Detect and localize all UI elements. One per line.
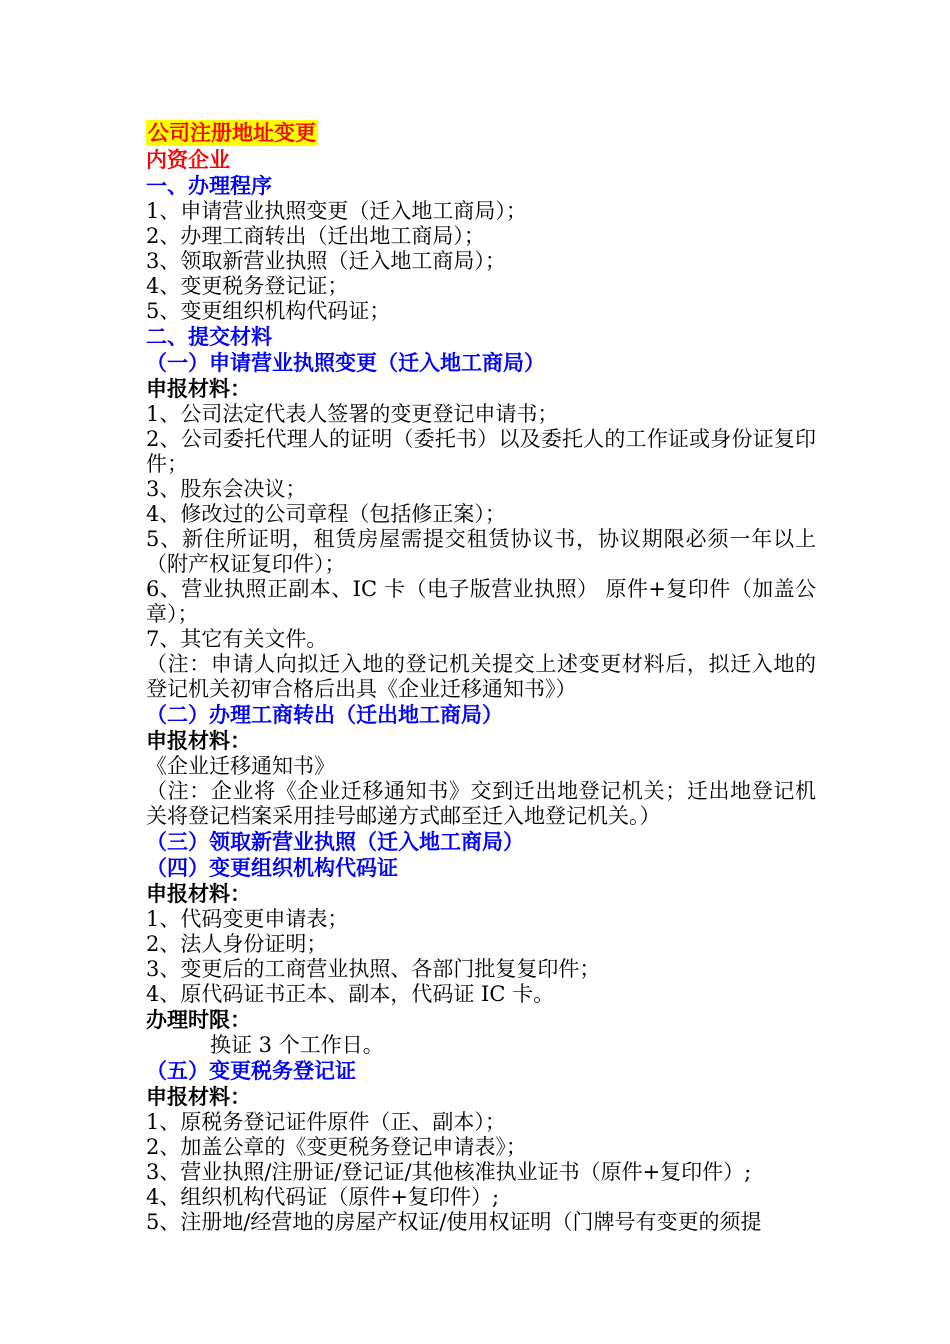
paragraph-line: 2、公司委托代理人的证明（委托书）以及委托人的工作证或身份证复印件； bbox=[146, 427, 816, 476]
paragraph-line: 2、法人身份证明； bbox=[146, 932, 328, 956]
paragraph-line: 1、公司法定代表人签署的变更登记申请书； bbox=[146, 402, 559, 426]
page-title-highlight: 公司注册地址变更 bbox=[148, 121, 316, 145]
label-heading: 申报材料： bbox=[146, 377, 251, 401]
paragraph-line: 4、组织机构代码证（原件+复印件）; bbox=[146, 1185, 500, 1209]
section-heading: （五）变更税务登记证 bbox=[146, 1059, 356, 1083]
paragraph-line: 1、代码变更申请表； bbox=[146, 907, 349, 931]
section-heading: （三）领取新营业执照（迁入地工商局） bbox=[146, 830, 524, 854]
page-title bbox=[146, 120, 816, 147]
paragraph-line: 3、股东会决议； bbox=[146, 477, 307, 501]
paragraph-line: 1、申请营业执照变更（迁入地工商局）； bbox=[146, 199, 527, 223]
section-heading: 二、提交材料 bbox=[146, 325, 272, 349]
label-heading: 办理时限： bbox=[146, 1008, 251, 1032]
label-heading: 申报材料： bbox=[146, 1085, 251, 1109]
paragraph-line: 4、变更税务登记证； bbox=[146, 274, 349, 298]
paragraph-line: （注：企业将《企业迁移通知书》交到迁出地登记机关；迁出地登记机关将登记档案采用挂号邮递方式邮至迁入地登记机关。） bbox=[146, 779, 816, 828]
paragraph-line: （注：申请人向拟迁入地的登记机关提交上述变更材料后，拟迁入地的登记机关初审合格后出具《企业迁移通知书》） bbox=[146, 652, 816, 701]
paragraph-line: 2、加盖公章的《变更税务登记申请表》； bbox=[146, 1135, 527, 1159]
paragraph-line: 2、办理工商转出（迁出地工商局）； bbox=[146, 224, 485, 248]
paragraph-line: 《企业迁移通知书》 bbox=[146, 754, 335, 778]
section-heading: （一）申请营业执照变更（迁入地工商局） bbox=[146, 351, 545, 375]
section-heading: 一、办理程序 bbox=[146, 174, 272, 198]
paragraph-line: 5、变更组织机构代码证； bbox=[146, 299, 391, 323]
paragraph-line: 1、原税务登记证件原件（正、副本）； bbox=[146, 1110, 506, 1134]
label-heading: 申报材料： bbox=[146, 729, 251, 753]
label-heading: 申报材料： bbox=[146, 882, 251, 906]
paragraph-line: 6、营业执照正副本、IC 卡（电子版营业执照） 原件+复印件（加盖公章）； bbox=[146, 577, 816, 626]
section-heading: （四）变更组织机构代码证 bbox=[146, 856, 398, 880]
paragraph-line: 3、领取新营业执照（迁入地工商局）； bbox=[146, 249, 506, 273]
paragraph-line: 4、原代码证书正本、副本，代码证 IC 卡。 bbox=[146, 982, 555, 1006]
paragraph-line: 7、其它有关文件。 bbox=[146, 627, 328, 651]
paragraph-line: 换证 3 个工作日。 bbox=[210, 1033, 384, 1057]
paragraph-line: 5、新住所证明，租赁房屋需提交租赁协议书，协议期限必须一年以上（附产权证复印件）； bbox=[146, 527, 816, 576]
paragraph-line: 4、修改过的公司章程（包括修正案）； bbox=[146, 502, 506, 526]
subtitle: 内资企业 bbox=[146, 148, 230, 172]
section-heading: （二）办理工商转出（迁出地工商局） bbox=[146, 703, 503, 727]
paragraph-line: 5、注册地/经营地的房屋产权证/使用权证明（门牌号有变更的须提 bbox=[146, 1210, 762, 1234]
paragraph-line: 3、营业执照/注册证/登记证/其他核准执业证书（原件+复印件）; bbox=[146, 1160, 752, 1184]
paragraph-line: 3、变更后的工商营业执照、各部门批复复印件； bbox=[146, 957, 601, 981]
document-body bbox=[146, 120, 816, 1235]
